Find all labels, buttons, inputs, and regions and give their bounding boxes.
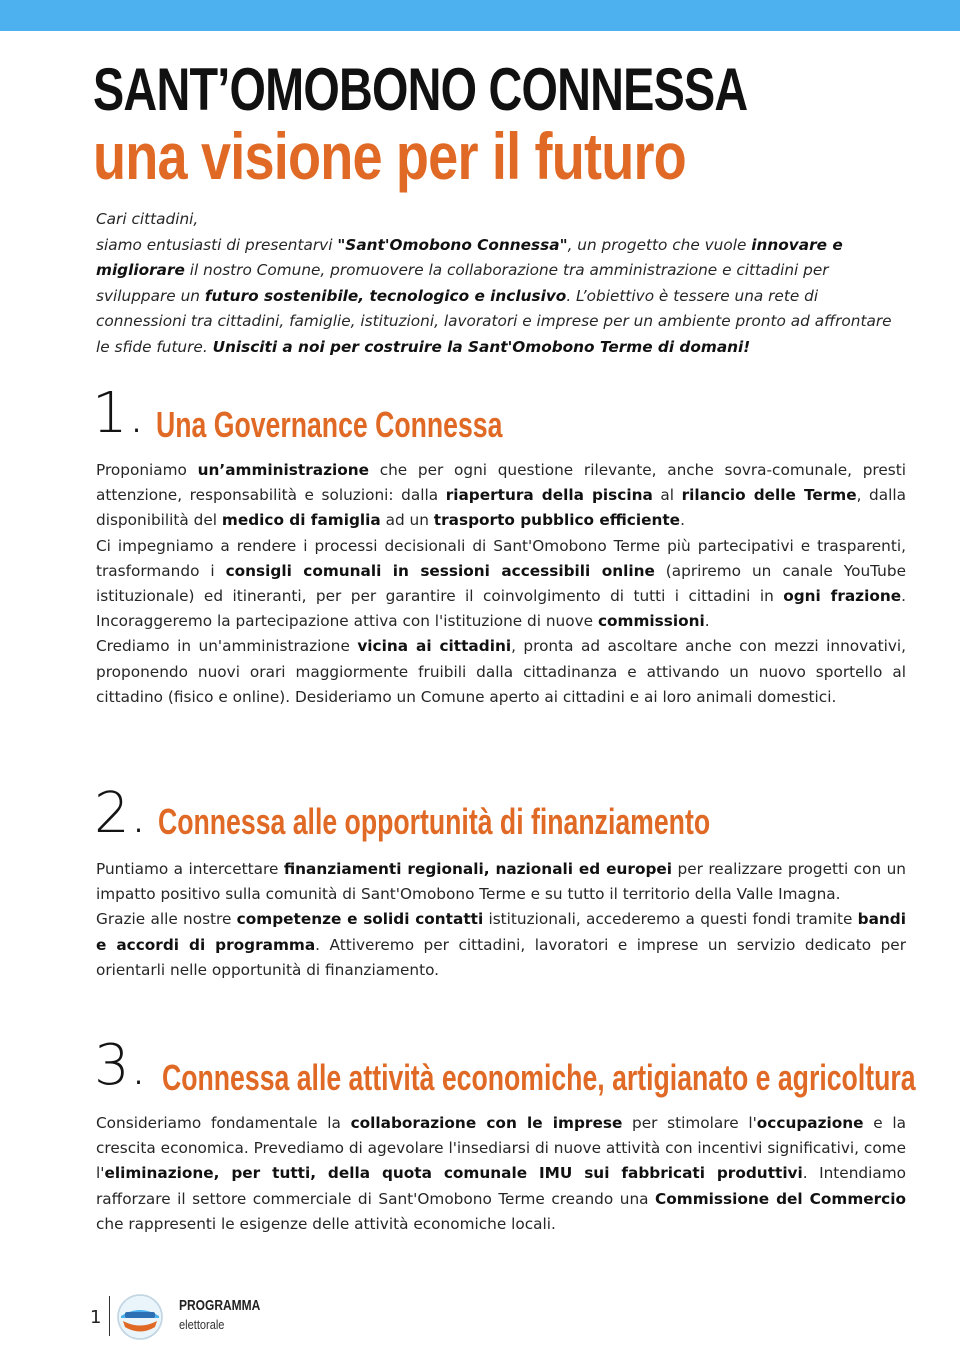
section-3-number: 3. [94, 1033, 148, 1098]
section-2-body [96, 857, 906, 983]
section-2-paragraph: Grazie alle nostre competenze e solidi contatti istituzionali, accederemo a questi fondi tramite bandi e accordi di programma. Attiveremo per cittadini, lavoratori e imprese un servizio dedicato per orientarli nelle opportunità di finanziamento. [96, 910, 906, 979]
footer-sublabel: elettorale [179, 1317, 225, 1332]
section-2-paragraph: Puntiamo a intercettare finanziamenti regionali, nazionali ed europei per realizzare progetti con un impatto positivo sulla comunità di Sant'Omobono Terme e su tutto il territorio della Valle Imagna. [96, 860, 906, 904]
section-1-paragraph: Proponiamo un’amministrazione che per ogni questione rilevante, anche sovra-comunale, presti attenzione, responsabilità e soluzioni: dalla riapertura della piscina al rilancio delle Terme, dalla disponibilità del medico di famiglia ad un trasporto pubblico efficiente. [96, 461, 907, 530]
section-1-paragraph: Crediamo in un'amministrazione vicina ai cittadini, pronta ad ascoltare anche con mezzi innovativi, proponendo nuovi orari maggiormente fruibili dalla cittadinanza e attivando un nuovo sportello al cittadino (fisico e online). Desideriamo un Comune aperto ai cittadini e ai loro animali domestici. [96, 637, 906, 706]
section-3-title: Connessa alle attività economiche, artigianato e agricoltura [162, 1057, 916, 1098]
section-1-body [96, 458, 906, 710]
party-logo-icon [117, 1294, 163, 1340]
section-2-number: 2. [94, 781, 148, 846]
section-2-title: Connessa alle opportunità di finanziamento [158, 801, 711, 842]
section-1-title: Una Governance Connessa [156, 404, 503, 445]
intro-greeting: Cari cittadini, [96, 210, 199, 228]
intro-text: Cari cittadini, siamo entusiasti di presentarvi "Sant'Omobono Connessa", un progetto che vuole innovare e migliorare il nostro Comune, promuovere la collaborazione tra amministrazione e cittadini per sviluppare un futuro sostenibile, tecnologico e inclusivo. L’obiettivo è tessere una rete di connessioni tra cittadini, famiglie, istituzioni, lavoratori e imprese per un ambiente pronto ad affrontare le sfide future. Unisciti a noi per costruire la Sant'Omobono Terme di domani! [96, 210, 892, 356]
section-3-body [96, 1111, 906, 1237]
footer-label: PROGRAMMA [179, 1297, 261, 1314]
section-3-paragraph: Consideriamo fondamentale la collaborazione con le imprese per stimolare l'occupazione e la crescita economica. Prevediamo di agevolare l'insediarsi di nuove attività con incentivi significativi, come l'eliminazione, per tutti, della quota comunale IMU sui fabbricati produttivi. Intendiamo rafforzare il settore commerciale di Sant'Omobono Terme creando una Commissione del Commercio che rappresenti le esigenze delle attività economiche locali. [96, 1114, 906, 1233]
section-1-paragraph: Ci impegniamo a rendere i processi decisionali di Sant'Omobono Terme più partecipativi e trasparenti, trasformando i consigli comunali in sessioni accessibili online (apriremo un canale YouTube istituzionale) ed itineranti, per per garantire il coinvolgimento di tutti i cittadini in ogni frazione. Incoraggeremo la partecipazione attiva con l'istituzione di nuove commissioni. [96, 536, 906, 631]
footer-divider [109, 1296, 110, 1336]
section-1-number: 1. [92, 381, 146, 446]
top-bar [0, 0, 960, 31]
page-title: SANT’OMOBONO CONNESSA [93, 56, 748, 123]
page-subtitle: una visione per il futuro [93, 119, 686, 193]
page-number: 1 [90, 1307, 102, 1328]
